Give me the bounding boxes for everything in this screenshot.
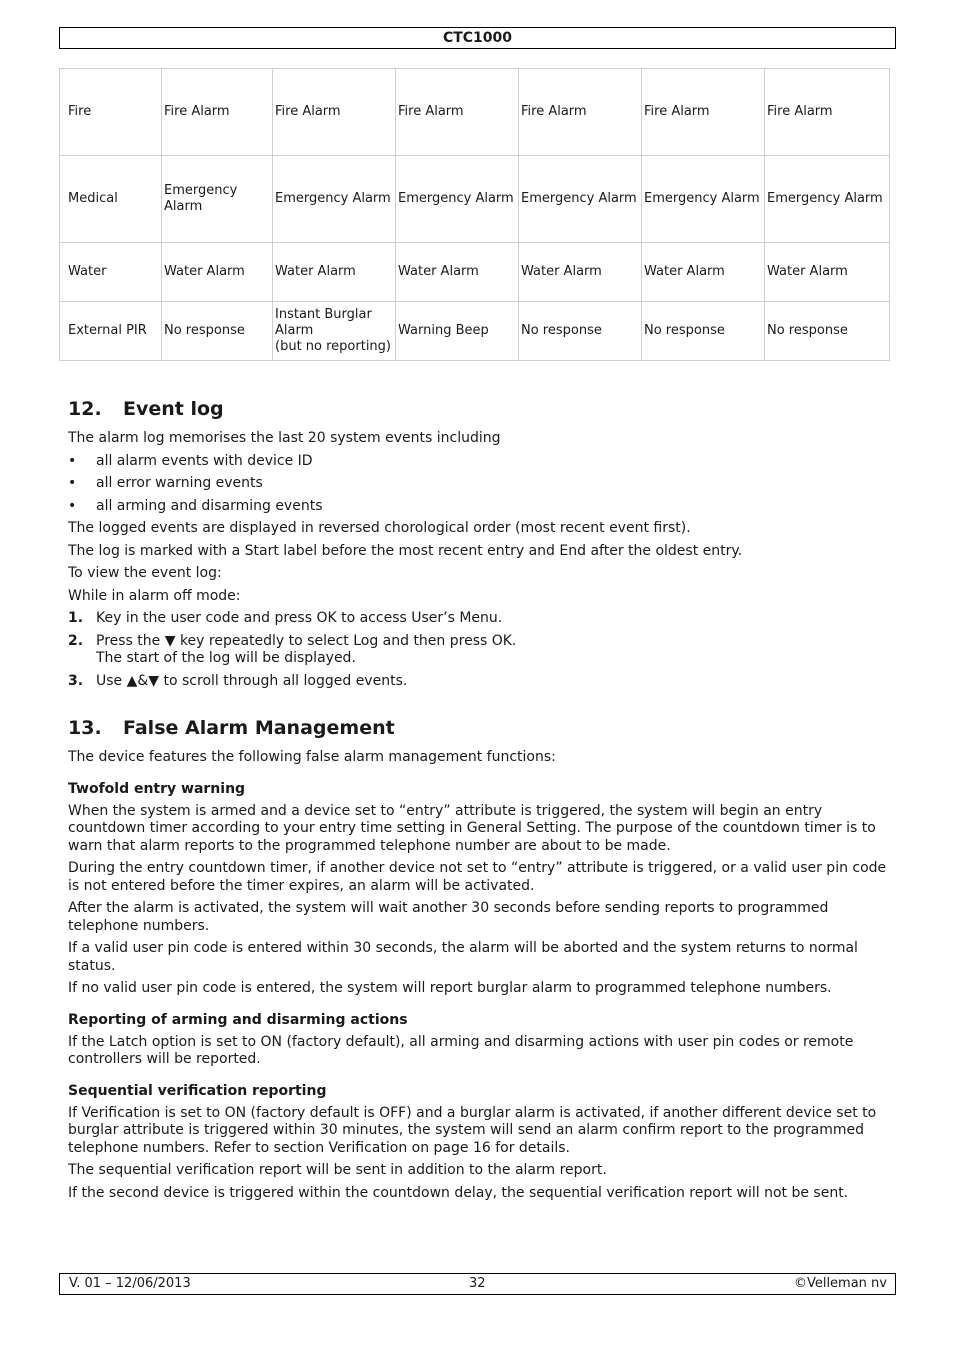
- paragraph: When the system is armed and a device set to “entry” attribute is triggered, the system will begin an entry countdown timer according to your entry time setting in General Setting. The purpose of the countdown timer is to warn that alarm reports to the programmed telephone number are about to be made.: [68, 802, 876, 854]
- step-item: 1. Key in the user code and press OK to access User’s Menu.: [68, 610, 503, 626]
- subheading-reporting-arming: Reporting of arming and disarming actions: [68, 1011, 408, 1028]
- bullet-icon: •: [68, 497, 77, 514]
- table-cell: Fire Alarm: [396, 69, 519, 156]
- paragraph: If Verification is set to ON (factory default is OFF) and a burglar alarm is activated, if another different device set to burglar attribute is triggered within 30 minutes, the system will send an alarm confirm report to the programmed telephone numbers. Refer to section Verification on page 16 for details.: [68, 1104, 877, 1156]
- event-type-list: [68, 453, 890, 516]
- paragraph: The alarm log memorises the last 20 system events including: [68, 430, 501, 446]
- table-cell: Fire: [60, 69, 162, 156]
- table-cell: No response: [642, 302, 765, 361]
- bullet-icon: •: [68, 475, 77, 491]
- table-cell: Water Alarm: [273, 243, 396, 302]
- table-cell: Emergency Alarm: [273, 156, 396, 243]
- table-row: [60, 302, 890, 361]
- table-row: [60, 69, 890, 156]
- table-cell: External PIR: [60, 302, 162, 361]
- paragraph: If the Latch option is set to ON (factory default), all arming and disarming actions with user pin codes or remote controllers will be reported.: [68, 1033, 854, 1067]
- paragraph: After the alarm is activated, the system will wait another 30 seconds before sending reports to programmed telephone numbers.: [68, 900, 829, 934]
- table-cell: Water Alarm: [519, 243, 642, 302]
- page-content: [68, 390, 890, 1207]
- table-cell: No response: [162, 302, 273, 361]
- paragraph: While in alarm off mode:: [68, 587, 241, 604]
- table-cell: Fire Alarm: [765, 69, 890, 156]
- paragraph: The sequential verification report will be sent in addition to the alarm report.: [68, 1162, 607, 1178]
- page-footer: [59, 1273, 896, 1295]
- table-cell: Emergency Alarm: [162, 156, 273, 243]
- table-cell: Emergency Alarm: [396, 156, 519, 243]
- step-item: 2. Press the ▼ key repeatedly to select Log and then press OK. The start of the log will be displayed.: [68, 632, 517, 666]
- zone-response-table: [59, 68, 890, 361]
- document-title: CTC1000: [442, 30, 513, 46]
- table-cell: Instant Burglar Alarm (but no reporting): [273, 302, 396, 361]
- list-item: • all error warning events: [68, 475, 263, 491]
- table-cell: Water Alarm: [162, 243, 273, 302]
- table-cell: Water Alarm: [765, 243, 890, 302]
- table-cell: No response: [519, 302, 642, 361]
- table-cell: Emergency Alarm: [519, 156, 642, 243]
- table-cell: Fire Alarm: [162, 69, 273, 156]
- table-cell: Fire Alarm: [519, 69, 642, 156]
- table-cell: Medical: [60, 156, 162, 243]
- paragraph: To view the event log:: [68, 565, 222, 581]
- table-cell: Water Alarm: [396, 243, 519, 302]
- section-heading-false-alarm: 13. False Alarm Management: [68, 717, 395, 739]
- subheading-sequential-verification: Sequential verification reporting: [68, 1082, 327, 1099]
- table-cell: Water Alarm: [642, 243, 765, 302]
- paragraph: If a valid user pin code is entered within 30 seconds, the alarm will be aborted and the system returns to normal status.: [68, 940, 858, 974]
- table-cell: Warning Beep: [396, 302, 519, 361]
- paragraph: The device features the following false alarm management functions:: [68, 749, 556, 765]
- paragraph: The logged events are displayed in reversed chorological order (most recent event first).: [68, 520, 691, 536]
- paragraph: During the entry countdown timer, if another device not set to “entry” attribute is triggered, or a valid user pin code is not entered before the timer expires, an alarm will be activated.: [68, 860, 887, 894]
- list-item: • all alarm events with device ID: [68, 452, 313, 469]
- footer-copyright: ©Velleman nv: [793, 1276, 887, 1291]
- table-row: [60, 156, 890, 243]
- footer-version: V. 01 – 12/06/2013: [69, 1276, 191, 1291]
- list-item: • all arming and disarming events: [68, 497, 323, 514]
- footer-page-number: 32: [469, 1276, 486, 1291]
- steps-list: [68, 610, 890, 690]
- step-item: 3. Use ▲&▼ to scroll through all logged events.: [68, 672, 408, 689]
- paragraph: If no valid user pin code is entered, the system will report burglar alarm to programmed telephone numbers.: [68, 980, 832, 996]
- table-cell: Emergency Alarm: [642, 156, 765, 243]
- paragraph: The log is marked with a Start label before the most recent entry and End after the oldest entry.: [68, 542, 743, 559]
- table-cell: No response: [765, 302, 890, 361]
- subheading-twofold-entry: Twofold entry warning: [68, 780, 246, 797]
- table-cell: Fire Alarm: [273, 69, 396, 156]
- table-cell: Water: [60, 243, 162, 302]
- section-heading-event-log: 12. Event log: [68, 398, 224, 420]
- paragraph: If the second device is triggered within the countdown delay, the sequential verification report will not be sent.: [68, 1184, 849, 1201]
- page-header: [59, 27, 896, 49]
- bullet-icon: •: [68, 452, 77, 469]
- table-cell: Emergency Alarm: [765, 156, 890, 243]
- table-cell: Fire Alarm: [642, 69, 765, 156]
- table-row: [60, 243, 890, 302]
